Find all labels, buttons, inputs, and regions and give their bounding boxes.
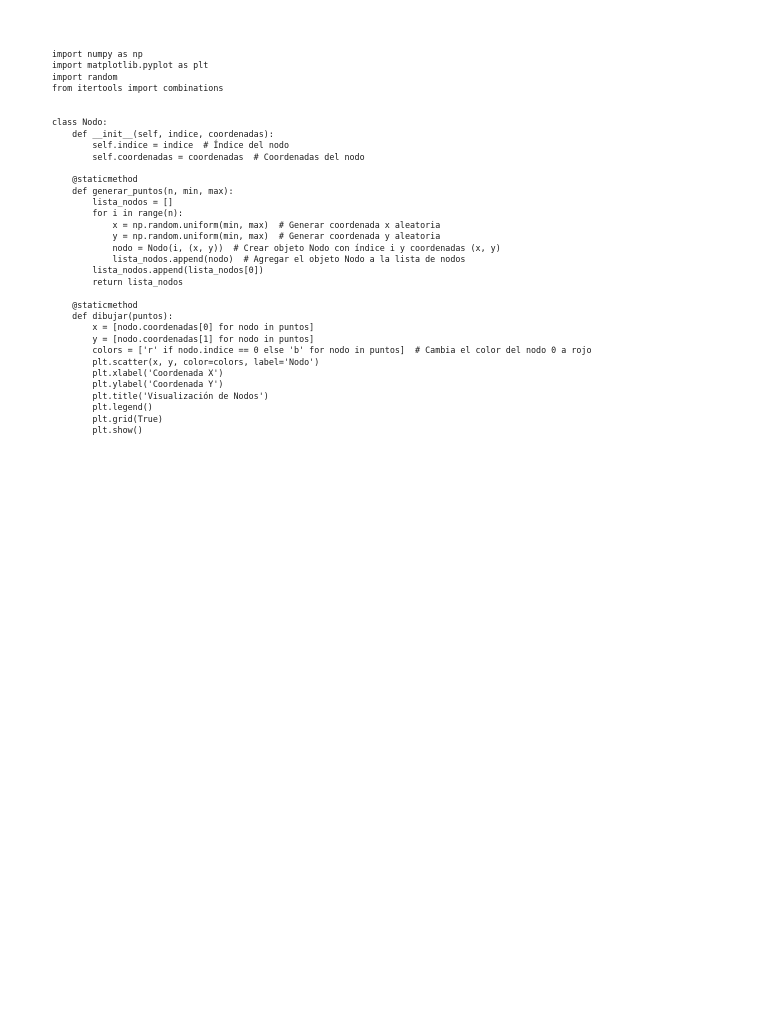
code-line: plt.xlabel('Coordenada X') — [52, 367, 224, 378]
code-line: y = np.random.uniform(min, max) # Generar coordenada y aleatoria — [52, 231, 441, 242]
code-line: @staticmethod — [52, 299, 138, 310]
code-line: def generar_puntos(n, min, max): — [52, 185, 234, 196]
code-line: x = [nodo.coordenadas[0] for nodo in puntos] — [52, 322, 315, 333]
code-line: for i in range(n): — [52, 208, 184, 219]
code-line: class Nodo: — [52, 117, 108, 128]
code-line: plt.legend() — [52, 402, 153, 413]
code-line: colors = ['r' if nodo.indice == 0 else 'b' for nodo in puntos] # Cambia el color del nodo 0 a rojo — [52, 345, 592, 356]
code-line: plt.show() — [52, 424, 143, 435]
code-line: plt.scatter(x, y, color=colors, label='Nodo') — [52, 356, 320, 367]
code-line — [52, 288, 752, 299]
code-line: import matplotlib.pyplot as plt — [52, 60, 209, 71]
code-line: lista_nodos.append(nodo) # Agregar el objeto Nodo a la lista de nodos — [52, 254, 466, 265]
code-line: import random — [52, 71, 118, 82]
code-line: lista_nodos = [] — [52, 197, 174, 208]
code-line: self.coordenadas = coordenadas # Coordenadas del nodo — [52, 151, 365, 162]
code-line: self.indice = indice # Índice del nodo — [52, 140, 289, 151]
code-line: def __init__(self, indice, coordenadas): — [52, 128, 274, 139]
code-line: def dibujar(puntos): — [52, 310, 174, 321]
code-block — [52, 49, 752, 436]
code-line: plt.grid(True) — [52, 413, 163, 424]
code-line: import numpy as np — [52, 49, 143, 59]
code-line: plt.ylabel('Coordenada Y') — [52, 379, 224, 390]
code-line: return lista_nodos — [52, 276, 184, 287]
code-line — [52, 95, 752, 106]
code-line: x = np.random.uniform(min, max) # Generar coordenada x aleatoria — [52, 219, 441, 230]
code-line — [52, 106, 752, 117]
code-line: nodo = Nodo(i, (x, y)) # Crear objeto Nodo con índice i y coordenadas (x, y) — [52, 242, 501, 253]
code-line: @staticmethod — [52, 174, 138, 185]
code-line — [52, 163, 752, 174]
code-line: from itertools import combinations — [52, 83, 224, 94]
code-line: plt.title('Visualización de Nodos') — [52, 390, 269, 401]
code-line: y = [nodo.coordenadas[1] for nodo in puntos] — [52, 333, 315, 344]
code-line: lista_nodos.append(lista_nodos[0]) — [52, 265, 264, 276]
